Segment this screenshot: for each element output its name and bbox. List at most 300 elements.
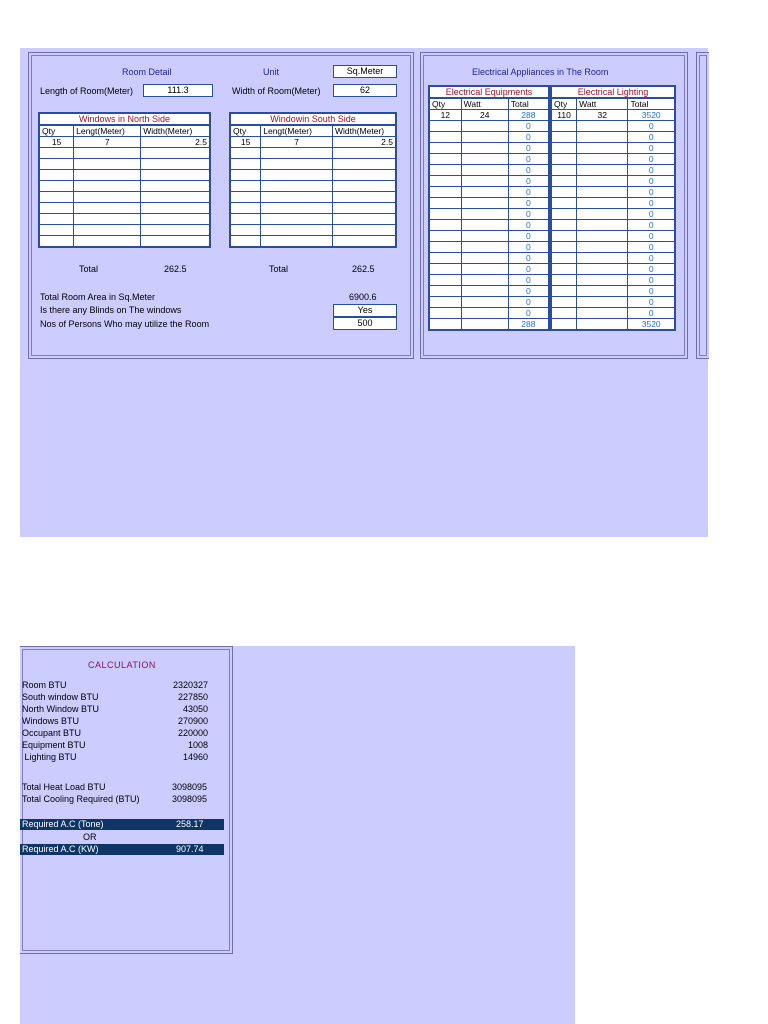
table-cell: 0 xyxy=(508,231,549,242)
table-cell: 0 xyxy=(628,253,675,264)
table-cell[interactable] xyxy=(551,264,577,275)
table-cell[interactable]: 110 xyxy=(551,110,577,121)
table-row xyxy=(551,209,675,220)
table-cell: 0 xyxy=(628,176,675,187)
table-cell[interactable] xyxy=(39,159,74,170)
table-row xyxy=(39,137,210,148)
table-cell[interactable] xyxy=(577,209,628,220)
table-cell: 0 xyxy=(508,132,549,143)
table-row xyxy=(230,170,396,181)
table-cell[interactable] xyxy=(230,159,261,170)
table-cell xyxy=(141,170,210,181)
table-cell[interactable] xyxy=(461,132,508,143)
table-row xyxy=(39,159,210,170)
table-cell: 0 xyxy=(628,154,675,165)
table-cell xyxy=(141,159,210,170)
table-row xyxy=(551,242,675,253)
table-cell[interactable] xyxy=(577,187,628,198)
table-cell[interactable] xyxy=(74,225,141,236)
table-cell[interactable] xyxy=(429,176,461,187)
table-cell xyxy=(332,170,396,181)
calculation-row xyxy=(22,751,212,763)
table-cell[interactable] xyxy=(551,242,577,253)
table-row xyxy=(551,231,675,242)
table-cell[interactable] xyxy=(74,236,141,248)
table-cell[interactable] xyxy=(577,297,628,308)
table-cell[interactable] xyxy=(461,264,508,275)
table-cell[interactable]: 15 xyxy=(230,137,261,148)
table-cell[interactable] xyxy=(429,198,461,209)
column-header: Lengt(Meter) xyxy=(261,125,333,137)
calculation-label: North Window BTU xyxy=(22,704,100,714)
table-cell[interactable] xyxy=(429,220,461,231)
column-header: Watt xyxy=(577,98,628,110)
table-cell[interactable] xyxy=(429,297,461,308)
table-cell[interactable] xyxy=(551,143,577,154)
north-total-label: Total xyxy=(79,264,99,274)
table-cell[interactable] xyxy=(429,231,461,242)
table-cell[interactable] xyxy=(461,297,508,308)
table-cell: 0 xyxy=(628,143,675,154)
table-cell[interactable] xyxy=(74,214,141,225)
table-cell xyxy=(332,159,396,170)
table-row xyxy=(39,181,210,192)
table-cell: 0 xyxy=(508,154,549,165)
table-row xyxy=(551,286,675,297)
calculation-row xyxy=(22,691,212,703)
table-cell xyxy=(332,148,396,159)
table-row xyxy=(551,165,675,176)
table-cell: 0 xyxy=(508,264,549,275)
table-cell[interactable] xyxy=(461,187,508,198)
ac-kw-value: 907.74 xyxy=(176,844,204,854)
table-cell[interactable] xyxy=(577,264,628,275)
table-row xyxy=(429,286,549,297)
table-cell[interactable] xyxy=(230,148,261,159)
table-cell[interactable]: 32 xyxy=(577,110,628,121)
table-cell[interactable] xyxy=(551,165,577,176)
table-cell[interactable] xyxy=(230,170,261,181)
table-row xyxy=(230,214,396,225)
heat-load-value: 3098095 xyxy=(172,782,208,792)
table-row xyxy=(39,214,210,225)
table-cell: 0 xyxy=(628,297,675,308)
table-cell[interactable] xyxy=(39,192,74,203)
calculation-row xyxy=(22,679,212,691)
table-cell[interactable] xyxy=(74,170,141,181)
table-row xyxy=(230,159,396,170)
table-cell[interactable] xyxy=(261,236,333,248)
table-cell: 0 xyxy=(508,143,549,154)
lighting-table xyxy=(550,97,676,331)
south-total-label: Total xyxy=(269,264,289,274)
calculation-label: Windows BTU xyxy=(22,716,80,726)
equipment-table xyxy=(428,97,550,331)
blinds-label: Is there any Blinds on The windows xyxy=(40,305,182,315)
table-cell xyxy=(332,203,396,214)
table-cell[interactable] xyxy=(39,203,74,214)
room-detail-title: Room Detail xyxy=(122,67,172,77)
column-total: 288 xyxy=(508,319,549,331)
table-row xyxy=(551,253,675,264)
table-cell[interactable] xyxy=(461,143,508,154)
table-row xyxy=(230,181,396,192)
table-cell xyxy=(141,192,210,203)
table-cell[interactable]: 7 xyxy=(261,137,333,148)
table-row xyxy=(230,225,396,236)
total-spacer xyxy=(577,319,628,331)
table-cell[interactable] xyxy=(74,181,141,192)
table-cell[interactable] xyxy=(261,203,333,214)
table-cell: 0 xyxy=(628,231,675,242)
table-cell[interactable] xyxy=(551,209,577,220)
equipment-title: Electrical Equipments xyxy=(428,85,550,98)
unit-label: Unit xyxy=(263,67,280,77)
column-header: Width(Meter) xyxy=(141,125,210,137)
table-cell[interactable] xyxy=(429,165,461,176)
column-header: Total xyxy=(508,98,549,110)
appliances-title: Electrical Appliances in The Room xyxy=(472,67,609,77)
table-cell[interactable] xyxy=(577,308,628,319)
table-row xyxy=(39,170,210,181)
table-cell: 2.5 xyxy=(141,137,210,148)
column-header: Qty xyxy=(39,125,74,137)
table-cell[interactable] xyxy=(551,275,577,286)
table-cell[interactable] xyxy=(577,143,628,154)
table-cell[interactable] xyxy=(429,132,461,143)
cooling-label: Total Cooling Required (BTU) xyxy=(22,794,140,804)
table-cell[interactable] xyxy=(461,154,508,165)
table-cell[interactable] xyxy=(429,264,461,275)
table-cell: 0 xyxy=(508,220,549,231)
table-cell[interactable] xyxy=(230,236,261,248)
table-cell[interactable]: 24 xyxy=(461,110,508,121)
calculation-value: 270900 xyxy=(177,716,208,726)
table-row xyxy=(429,165,549,176)
calculation-value: 14960 xyxy=(182,752,208,762)
length-input[interactable]: 111.3 xyxy=(143,84,213,97)
table-cell: 0 xyxy=(508,198,549,209)
table-cell[interactable] xyxy=(577,286,628,297)
table-row xyxy=(429,110,549,121)
table-cell[interactable] xyxy=(261,148,333,159)
table-cell: 0 xyxy=(508,242,549,253)
table-cell: 0 xyxy=(508,165,549,176)
table-row xyxy=(551,110,675,121)
table-cell[interactable]: 12 xyxy=(429,110,461,121)
table-cell[interactable] xyxy=(429,187,461,198)
table-cell[interactable] xyxy=(577,132,628,143)
table-cell[interactable] xyxy=(551,297,577,308)
table-row xyxy=(551,198,675,209)
table-cell[interactable] xyxy=(39,148,74,159)
table-cell xyxy=(332,192,396,203)
table-cell[interactable] xyxy=(230,192,261,203)
south-windows-table xyxy=(229,124,397,248)
table-row xyxy=(551,154,675,165)
table-cell[interactable] xyxy=(261,214,333,225)
table-row xyxy=(551,121,675,132)
table-cell[interactable] xyxy=(461,231,508,242)
blinds-select[interactable]: Yes xyxy=(333,304,397,317)
table-cell[interactable] xyxy=(577,121,628,132)
table-cell: 0 xyxy=(628,275,675,286)
table-cell: 0 xyxy=(508,297,549,308)
table-row xyxy=(429,264,549,275)
table-cell: 288 xyxy=(508,110,549,121)
table-cell[interactable] xyxy=(551,220,577,231)
table-cell[interactable] xyxy=(461,253,508,264)
table-cell[interactable] xyxy=(230,203,261,214)
calculation-row xyxy=(22,727,212,739)
table-row xyxy=(429,308,549,319)
table-cell[interactable] xyxy=(461,308,508,319)
column-header: Qty xyxy=(429,98,461,110)
table-row xyxy=(429,154,549,165)
table-cell[interactable] xyxy=(39,225,74,236)
persons-input[interactable]: 500 xyxy=(333,317,397,330)
unit-select[interactable]: Sq.Meter xyxy=(333,65,397,78)
table-cell[interactable] xyxy=(429,253,461,264)
calculation-label: Lighting BTU xyxy=(22,752,77,762)
table-cell[interactable] xyxy=(429,209,461,220)
cooling-value: 3098095 xyxy=(172,794,208,804)
table-cell xyxy=(332,225,396,236)
column-header: Width(Meter) xyxy=(332,125,396,137)
table-cell: 0 xyxy=(508,275,549,286)
north-windows-title: Windows in North Side xyxy=(38,112,211,125)
table-cell: 0 xyxy=(628,242,675,253)
total-row xyxy=(551,319,675,331)
table-row xyxy=(551,220,675,231)
lighting-title: Electrical Lighting xyxy=(550,85,676,98)
table-row xyxy=(39,192,210,203)
table-cell[interactable] xyxy=(461,275,508,286)
table-row xyxy=(429,275,549,286)
table-row xyxy=(429,253,549,264)
table-cell: 0 xyxy=(508,187,549,198)
table-cell[interactable] xyxy=(577,242,628,253)
table-cell xyxy=(332,181,396,192)
table-cell[interactable] xyxy=(551,176,577,187)
table-cell: 0 xyxy=(628,187,675,198)
table-row xyxy=(429,297,549,308)
table-cell[interactable] xyxy=(551,187,577,198)
calculation-label: Equipment BTU xyxy=(22,740,86,750)
table-cell[interactable] xyxy=(551,132,577,143)
table-cell[interactable] xyxy=(461,121,508,132)
table-cell[interactable] xyxy=(577,220,628,231)
table-cell: 0 xyxy=(628,165,675,176)
table-cell[interactable] xyxy=(230,214,261,225)
column-header: Total xyxy=(628,98,675,110)
table-cell: 3520 xyxy=(628,110,675,121)
ac-tone-value: 258.17 xyxy=(176,819,204,829)
total-spacer xyxy=(429,319,461,331)
table-cell[interactable] xyxy=(39,214,74,225)
table-row xyxy=(551,308,675,319)
table-cell[interactable] xyxy=(551,198,577,209)
column-header: Qty xyxy=(230,125,261,137)
table-row xyxy=(429,209,549,220)
table-row xyxy=(551,275,675,286)
calculation-label: Occupant BTU xyxy=(22,728,82,738)
calculation-rows xyxy=(22,679,212,763)
table-cell[interactable] xyxy=(230,225,261,236)
table-cell: 0 xyxy=(628,121,675,132)
table-cell xyxy=(332,236,396,248)
width-label: Width of Room(Meter) xyxy=(232,86,321,96)
table-cell[interactable] xyxy=(577,176,628,187)
table-cell: 0 xyxy=(628,308,675,319)
table-cell[interactable] xyxy=(429,154,461,165)
table-cell[interactable] xyxy=(461,242,508,253)
table-cell xyxy=(141,214,210,225)
calculation-value: 220000 xyxy=(177,728,208,738)
table-header-row xyxy=(429,98,549,110)
table-cell[interactable] xyxy=(261,225,333,236)
table-cell[interactable] xyxy=(461,198,508,209)
table-cell[interactable] xyxy=(577,275,628,286)
table-row xyxy=(230,236,396,248)
table-cell[interactable] xyxy=(39,236,74,248)
table-header-row xyxy=(39,125,210,137)
table-row xyxy=(429,231,549,242)
table-cell[interactable] xyxy=(551,121,577,132)
column-header: Lengt(Meter) xyxy=(74,125,141,137)
north-windows-table xyxy=(38,124,211,248)
ac-kw-row xyxy=(20,844,224,855)
total-row xyxy=(429,319,549,331)
table-row xyxy=(230,137,396,148)
ac-tone-row xyxy=(20,819,224,830)
table-cell xyxy=(332,214,396,225)
table-row xyxy=(230,203,396,214)
table-row xyxy=(551,297,675,308)
table-cell[interactable] xyxy=(429,242,461,253)
table-cell[interactable] xyxy=(551,308,577,319)
calculation-value: 43050 xyxy=(182,704,208,714)
table-cell[interactable] xyxy=(74,159,141,170)
table-cell[interactable] xyxy=(230,181,261,192)
table-cell xyxy=(141,236,210,248)
table-row xyxy=(429,143,549,154)
table-cell[interactable] xyxy=(39,181,74,192)
table-cell[interactable] xyxy=(577,154,628,165)
table-cell[interactable] xyxy=(577,198,628,209)
room-area-value: 6900.6 xyxy=(349,292,377,302)
total-spacer xyxy=(551,319,577,331)
column-header: Watt xyxy=(461,98,508,110)
table-cell: 0 xyxy=(628,286,675,297)
south-total-value: 262.5 xyxy=(352,264,375,274)
table-cell[interactable] xyxy=(577,231,628,242)
table-cell: 0 xyxy=(628,132,675,143)
table-cell xyxy=(141,181,210,192)
table-cell[interactable] xyxy=(461,165,508,176)
table-cell[interactable] xyxy=(461,220,508,231)
table-cell[interactable] xyxy=(551,154,577,165)
calculation-value: 1008 xyxy=(187,740,208,750)
table-cell[interactable] xyxy=(429,143,461,154)
table-cell[interactable] xyxy=(461,176,508,187)
table-cell[interactable] xyxy=(74,192,141,203)
table-cell: 0 xyxy=(628,198,675,209)
calculation-row xyxy=(22,739,212,751)
table-cell[interactable] xyxy=(261,192,333,203)
table-row xyxy=(39,148,210,159)
table-row xyxy=(429,220,549,231)
table-row xyxy=(551,264,675,275)
column-total: 3520 xyxy=(628,319,675,331)
table-cell[interactable] xyxy=(74,203,141,214)
table-cell[interactable]: 7 xyxy=(74,137,141,148)
table-header-row xyxy=(230,125,396,137)
table-cell[interactable] xyxy=(429,286,461,297)
table-row xyxy=(429,198,549,209)
table-row xyxy=(429,242,549,253)
table-cell[interactable] xyxy=(461,286,508,297)
north-total-value: 262.5 xyxy=(164,264,187,274)
calculation-value: 2320327 xyxy=(172,680,208,690)
table-row xyxy=(551,132,675,143)
calculation-row xyxy=(22,703,212,715)
table-row xyxy=(551,176,675,187)
calculation-row xyxy=(22,715,212,727)
column-header: Qty xyxy=(551,98,577,110)
table-row xyxy=(429,121,549,132)
table-row xyxy=(429,132,549,143)
table-cell[interactable] xyxy=(429,121,461,132)
table-cell: 0 xyxy=(508,121,549,132)
calculation-label: Room BTU xyxy=(22,680,67,690)
table-cell: 0 xyxy=(628,220,675,231)
table-cell[interactable] xyxy=(74,148,141,159)
width-input[interactable]: 62 xyxy=(333,84,397,97)
table-cell[interactable] xyxy=(261,181,333,192)
table-cell[interactable] xyxy=(551,286,577,297)
table-cell[interactable] xyxy=(429,275,461,286)
table-cell[interactable] xyxy=(461,209,508,220)
next-panel-edge xyxy=(696,52,709,359)
table-cell: 0 xyxy=(508,176,549,187)
calculation-label: South window BTU xyxy=(22,692,99,702)
table-cell xyxy=(141,225,210,236)
table-cell: 0 xyxy=(508,253,549,264)
table-cell[interactable] xyxy=(261,159,333,170)
table-cell[interactable] xyxy=(577,253,628,264)
south-windows-title: Windowin South Side xyxy=(229,112,397,125)
table-cell: 0 xyxy=(628,209,675,220)
table-cell[interactable] xyxy=(577,165,628,176)
table-row xyxy=(230,148,396,159)
table-row xyxy=(39,236,210,248)
ac-tone-label: Required A.C (Tone) xyxy=(22,819,104,829)
table-cell: 0 xyxy=(508,209,549,220)
table-row xyxy=(39,203,210,214)
table-cell[interactable] xyxy=(261,170,333,181)
table-cell[interactable] xyxy=(429,308,461,319)
table-row xyxy=(39,225,210,236)
table-row xyxy=(429,176,549,187)
table-cell[interactable]: 15 xyxy=(39,137,74,148)
ac-kw-label: Required A.C (KW) xyxy=(22,844,99,854)
length-label: Length of Room(Meter) xyxy=(40,86,134,96)
calculation-title: CALCULATION xyxy=(88,660,156,670)
table-cell[interactable] xyxy=(551,253,577,264)
table-cell[interactable] xyxy=(39,170,74,181)
table-cell[interactable] xyxy=(551,231,577,242)
